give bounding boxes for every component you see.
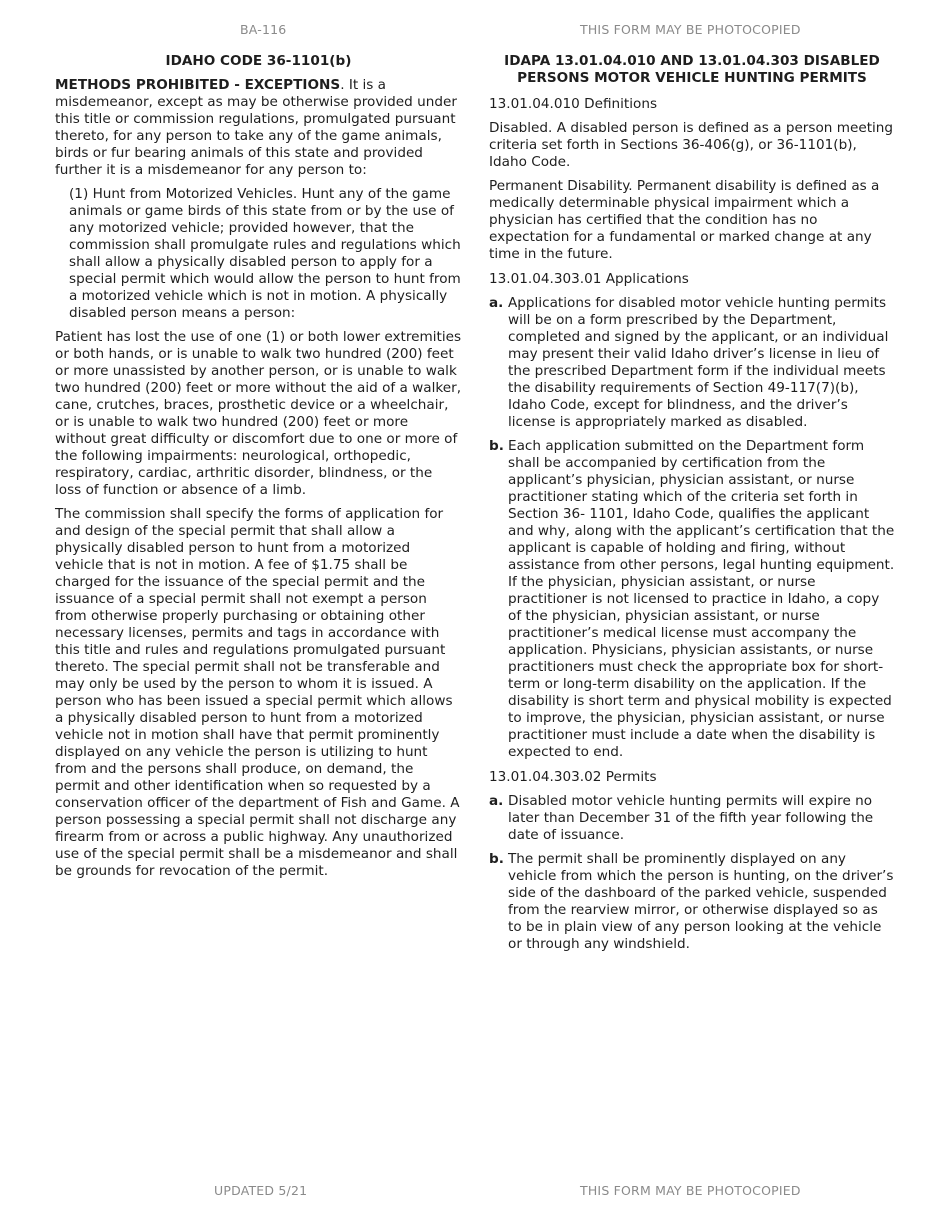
section-permits: 13.01.04.303.02 Permits [489,769,657,785]
left-paragraph-2: The commission shall specify the forms of application for and design of the special permit that shall allow a physically disabled person to hunt from a motorized vehicle that is not in motion. A fee of $1.75 shall be charged for the issuance of the special permit and the issuance of a special permit shall not exempt a person from otherwise properly purchasing or obtaining other necessary licenses, permits and tags in accordance with this title and rules and regulations promulgated pursuant thereto. The special permit shall not be transferable and may only be used by the person to whom it is issued. A person who has been issued a special permit which allows a physically disabled person to hunt from a motorized vehicle not in motion shall have that permit prominently displayed on any vehicle the person is utilizing to hunt from and the persons shall produce, on demand, the permit and other identification when so requested by a conservation officer of the department of Fish and Game. A person possessing a special permit shall not discharge any firearm from or across a public highway. Any unauthorized use of the special permit shall be a misdemeanor and shall be grounds for revocation of the permit. [55,506,460,879]
permit-item-a [489,793,895,844]
item-label: b. [489,851,504,867]
left-lead-paragraph [55,77,462,179]
item-text: Disabled motor vehicle hunting permits will expire no later than December 31 of the fifth year following the date of issuance. [508,793,874,843]
application-item-b [489,438,895,761]
item-label: a. [489,793,504,809]
footer-updated-date: UPDATED 5/21 [214,1183,308,1198]
footer-photocopy-note: THIS FORM MAY BE PHOTOCOPIED [580,1183,801,1198]
left-paragraph-1: Patient has lost the use of one (1) or both lower extremities or both hands, or is unable to walk two hundred (200) feet or more unassisted by another person, or is unable to walk two hundred (200) feet or more without the aid of a walker, cane, crutches, braces, prosthetic device or a wheelchair, or is unable to walk two hundred (200) feet or more without great difficulty or discomfort due to one or more of the following impairments: neurological, orthopedic, respiratory, cardiac, arthritic disorder, blindness, or the loss of function or absence of a limb. [55,329,462,498]
definition-permanent-disability: Permanent Disability. Permanent disability is defined as a medically determinable physical impairment which a physician has certified that the condition has no expectation for a fundamental or marked change at any time in the future. [489,178,880,262]
definition-disabled: Disabled. A disabled person is defined as a person meeting criteria set forth in Sections 36-406(g), or 36-1101(b), Idaho Code. [489,120,894,170]
left-title: IDAHO CODE 36-1101(b) [165,53,352,69]
permit-item-b [489,851,895,953]
right-column [489,53,895,960]
item-text: Each application submitted on the Department form shall be accompanied by certification from the applicant’s physician, physician assistant, or nurse practitioner stating which of the criteria set forth in Section 36- 1101, Idaho Code, qualifies the applicant and why, along with the applicant’s certification that the applicant is capable of holding and firing, without assistance from other persons, legal hunting equipment. If the physician, physician assistant, or nurse practitioner is not licensed to practice in Idaho, a copy of the physician, physician assistant, or nurse practitioner’s medical license must accompany the application. Physicians, physician assistants, or nurse practitioners must check the appropriate box for short-term or long-term disability on the application. If the disability is short term and physical mobility is expected to improve, the physician, physician assistant, or nurse practitioner must include a date when the disability is expected to end. [508,438,895,760]
left-column [55,53,462,887]
item-label: a. [489,295,504,311]
left-indented-paragraph: (1) Hunt from Motorized Vehicles. Hunt any of the game animals or game birds of this state from or by the use of any motorized vehicle; provided however, that the commission shall promulgate rules and regulations which shall allow a physically disabled person to apply for a special permit which would allow the person to hunt from a motorized vehicle which is not in motion. A physically disabled person means a person: [69,186,461,321]
section-applications: 13.01.04.303.01 Applications [489,271,689,287]
application-item-a [489,295,895,431]
header-form-number: BA-116 [240,22,287,37]
item-label: b. [489,438,504,454]
right-title-line-2: PERSONS MOTOR VEHICLE HUNTING PERMITS [517,70,867,86]
header-photocopy-note: THIS FORM MAY BE PHOTOCOPIED [580,22,801,37]
item-text: The permit shall be prominently displayed on any vehicle from which the person is hunting, on the driver’s side of the dashboard of the parked vehicle, suspended from the rearview mirror, or otherwise displayed so as to be in plain view of any person looking at the vehicle or through any windshield. [508,851,894,952]
right-title-line-1: IDAPA 13.01.04.010 AND 13.01.04.303 DISABLED [504,53,880,69]
item-text: Applications for disabled motor vehicle hunting permits will be on a form prescribed by the Department, completed and signed by the applicant, or an individual may present their valid Idaho driver’s license in lieu of the prescribed Department form if the individual meets the disability requirements of Section 49-117(7)(b), Idaho Code, except for blindness, and the driver’s license is appropriately marked as disabled. [508,295,889,430]
lead-bold-heading: METHODS PROHIBITED - EXCEPTIONS [55,77,341,93]
right-title [489,53,895,87]
lead-text: . It is a misdemeanor, except as may be otherwise provided under this title or commission regulations, promulgated pursuant thereto, for any person to take any of the game animals, birds or fur bearing animals of this state and provided further it is a misdemeanor for any person to: [55,77,457,178]
section-definitions: 13.01.04.010 Definitions [489,96,658,112]
